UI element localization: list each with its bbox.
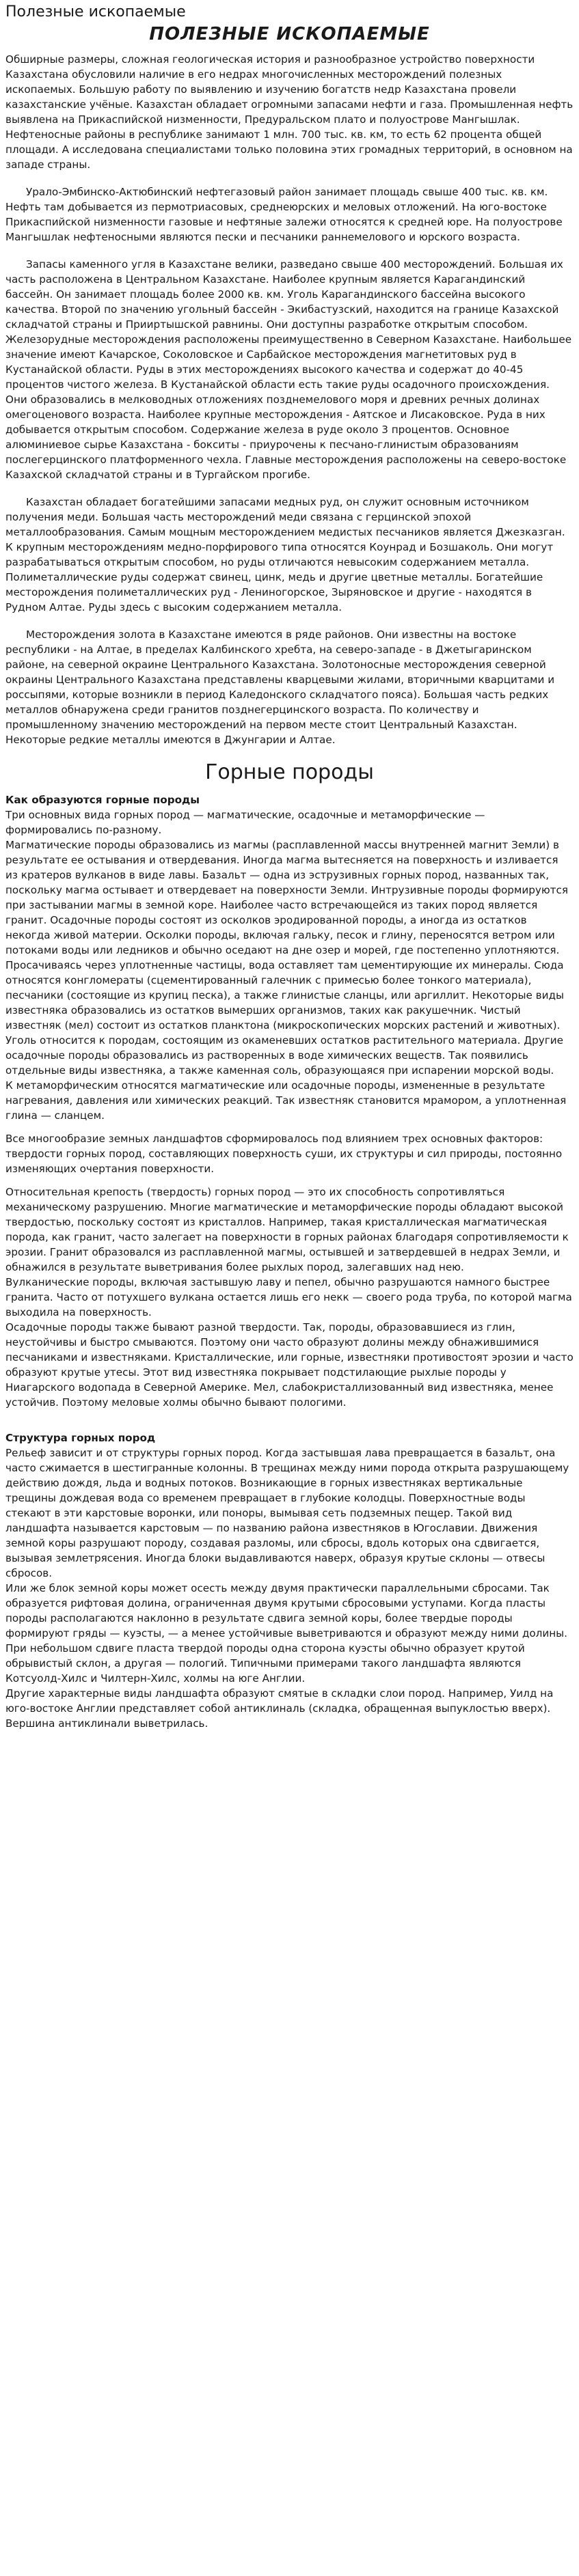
subheading-how-rocks-form: Как образуются горные породы — [5, 794, 200, 806]
minerals-paragraph-5: Месторождения золота в Казахстане имеются в ряде районов. Они известны на востоке республики - на Алтае, в пределах Калбинского хребта, на северо-западе - в Джетыгаринском районе, на северной окраине Центрального Казахстана. Золотоносные месторождения северной окраины Центрального Казахстана представлены кварцевыми жилами, вторичными кварцитами и россыпями, которые возникли в период Каледонского складчатого пояса). Большая часть редких металлов обнаружена среди гранитов позднегерцинского возраста. По количеству и промышленному значению месторождений на первом месте стоит Центральный Казахстан. Некоторые редкие металлы имеются в Джунгарии и Алтае. — [5, 628, 555, 746]
rocks-paragraph-2: Все многообразие земных ландшафтов сформировалось под влиянием трех основных факторов: твердости горных пород, составляющих поверхность суши, их структуры и сил природы, постоянно изменяющих очертания поверхности. — [5, 1133, 563, 1175]
main-title: ПОЛЕЗНЫЕ ИСКОПАЕМЫЕ — [149, 24, 430, 44]
minerals-paragraph-4: Казахстан обладает богатейшими запасами медных руд, он служит основным источником получения меди. Большая часть месторождений меди связана с герцинской эпохой металлообразования. Самым мощным месторождением медистых песчаников является Джезказган. К крупным месторождениям медно-порфирового типа относятся Коунрад и Бозшаколь. Они могут разрабатываться открытым способом, но руды отличаются невысоким содержанием металла. Полиметаллические руды содержат свинец, цинк, медь и другие цветные металлы. Богатейшие месторождения полиметаллических руд - Лениногорское, Зыряновское и другие - находятся в Рудном Алтае. Руды здесь с высоким содержанием металла. — [5, 496, 565, 613]
rocks-paragraph-3: Относительная крепость (твердость) горных пород — это их способность сопротивляться механическому разрушению. Многие магматические и метаморфические породы обладают высокой твердостью, поскольку состоят из кристаллов. Например, такая кристаллическая магматическая порода, как гранит, часто залегает на поверхности в горных районах благодаря сопротивляемости к эрозии. Гранит образовался из расплавленной магмы, остывшей и затвердевшей в недрах Земли, и обнажился в результате выветривания более рыхлых пород, залегавших над нею. Вулканические породы, включая застывшую лаву и пепел, обычно разрушаются намного быстрее гранита. Часто от потухшего вулкана остается лишь его некк — своего рода труба, по которой магма выходила на поверхность. Осадочные породы также бывают разной твердости. Так, породы, образовавшиеся из глин, неустойчивы и быстро смываются. Поэтому они часто образуют долины между обнажившимися песчаниками и известняками. Кристаллические, или горные, известняки противостоят эрозии и часто образуют крутые утесы. Этот вид известняка покрывает подстилающие рыхлые породы у Ниагарского водопада в Северной Америке. Мел, слабокристаллизованный вид известняка, менее устойчив. Поэтому меловые холмы обычно бывают пологими. — [5, 1186, 574, 1409]
minerals-paragraph-1: Обширные размеры, сложная геологическая история и разнообразное устройство поверхности Казахстана обусловили наличие в его недрах многочисленных месторождений полезных ископаемых. Большую работу по выявлению и изучению богатств недр Казахстана провели казахстанские учёные. Казахстан обладает огромными запасами нефти и газа. Промышленная нефть выявлена на Прикаспийской низменности, Предуральском плато и полуострове Мангышлак. Нефтеносные районы в республике занимают 1 млн. 700 тыс. кв. км, то есть 62 процента общей площади. А исследована специалистами только половина этих громадных территорий, в основном на западе страны. — [5, 53, 574, 171]
structure-paragraph-1: Рельеф зависит и от структуры горных пород. Когда застывшая лава превращается в базальт, она часто сжимается в шестигранные колонны. В трещинах между ними порода открыта разрушающему действию дождя, льда и водных потоков. Возникающие в горных известняках вертикальные трещины дождевая вода со временем превращает в глубокие колодцы. Поверхностные воды стекают в эти карстовые воронки, или поноры, вымывая сеть подземных пещер. Такой вид ландшафта называется карстовым — по названию района известняков в Югославии. Движения земной коры разрушают породу, создавая разломы, или сбросы, вдоль которых она сдвигается, вызывая землетрясения. Иногда блоки выдавливаются наверх, образуя крутые склоны — отвесы сбросов. Или же блок земной коры может осесть между двумя практически параллельными сбросами. Так образуется рифтовая долина, ограниченная двумя крутыми сбросовыми уступами. Когда пласты породы располагаются наклонно в результате сдвига земной коры, более твердые породы формируют гряды — куэсты, — а менее устойчивые выветриваются и образуют между ними долины. При небольшом сдвиге пласта твердой породы одна сторона куэсты обычно образует крутой обрывистый склон, а другая — пологий. Типичными примерами такого ландшафта являются Котсуолд-Хилс и Чилтерн-Хилс, холмы на юге Англии. Другие характерные виды ландшафта образуют смятые в складки слои пород. Например, Уилд на юго-востоке Англии представляет собой антиклиналь (складка, обращенная выпуклостью вверх). Вершина антиклинали выветрилась. — [5, 1447, 569, 1730]
subheading-rock-structure: Структура горных пород — [5, 1432, 156, 1444]
section-title-rocks: Горные породы — [205, 760, 374, 784]
rocks-paragraph-1: Три основных вида горных пород — магматические, осадочные и метаморфические — формировались по-разному. Магматические породы образовались из магмы (расплавленной массы внутренней магнит Земли) в результате ее остывания и отвердевания. Иногда магма вытесняется на поверхность и изливается из кратеров вулканов в виде лавы. Базальт — одна из эструзивных горных пород, названных так, поскольку магма остывает и отвердевает на поверхности Земли. Интрузивные породы формируются при застывании магмы в земной коре. Наиболее часто встречающейся из таких пород является гранит. Осадочные породы состоят из осколков эродированной породы, а иногда из остатков некогда живой материи. Осколки породы, включая гальку, песок и глину, переносятся ветром или потоками воды или ледников и обычно оседают на дне озер и морей, где постепенно уплотняются. Просачиваясь через уплотненные частицы, вода оставляет там цементирующие их минералы. Сюда относятся конгломераты (сцементированный галечник с примесью более тонкого материала), песчаники (состоящие из крупиц песка), а также глинистые сланцы, или аргиллит. Некоторые виды известняка образовались из остатков вымерших организмов, таких как ракушечник. Чистый известняк (мел) состоит из остатков планктона (микроскопических морских растений и животных). Уголь относится к породам, состоящим из окаменевших остатков растительного материала. Другие осадочные породы образовались из растворенных в воде химических веществ. Так появились отдельные виды известняка, а также каменная соль, образующаяся при испарении морской воды. К метаморфическим относятся магматические или осадочные породы, измененные в результате нагревания, давления или химических реакций. Так известняк становится мрамором, а уплотненная глина — сланцем. — [5, 809, 568, 1122]
minerals-paragraph-2: Урало-Эмбинско-Актюбинский нефтегазовый район занимает площадь свыше 400 тыс. кв. км. Нефть там добывается из пермотриасовых, среднеюрских и меловых отложений. На юго-востоке Прикаспийской низменности газовые и нефтяные залежи относятся к средней юре. На полуострове Мангышлак нефтеносными являются пески и песчаники раннемелового и юрского возраста. — [5, 186, 563, 243]
page-heading: Полезные ископаемые — [5, 3, 186, 20]
minerals-paragraph-3: Запасы каменного угля в Казахстане велики, разведано свыше 400 месторождений. Большая их часть расположена в Центральном Казахстане. Наиболее крупным является Карагандинский бассейн. Он занимает площадь более 2000 кв. км. Уголь Карагандинского бассейна высокого качества. Второй по значению угольный бассейн - Экибастузский, находится на границе Казахской складчатой страны и Прииртышской равнины. Они доступны разработке открытым способом. Железорудные месторождения расположены преимущественно в Северном Казахстане. Наибольшее значение имеют Качарское, Соколовское и Сарбайское месторождения магнетитовых руд в Кустанайской области. Руды в этих месторождениях высокого качества и содержат до 40-45 процентов чистого железа. В Кустанайской области есть такие руды осадочного происхождения. Они образовались в мелководных отложениях позднемелового моря и древних речных долинах омегоценового возраста. Наиболее крупные месторождения - Аятское и Лисаковское. Руда в них добывается открытым способом. Содержание железа в руде около 3 процентов. Основное алюминиевое сырье Казахстана - бокситы - приурочены к песчано-глинистым образованиям послегерцинского платформенного чехла. Главные месторождения расположены на северо-востоке Казахской складчатой страны и в Тургайском прогибе. — [5, 258, 572, 481]
